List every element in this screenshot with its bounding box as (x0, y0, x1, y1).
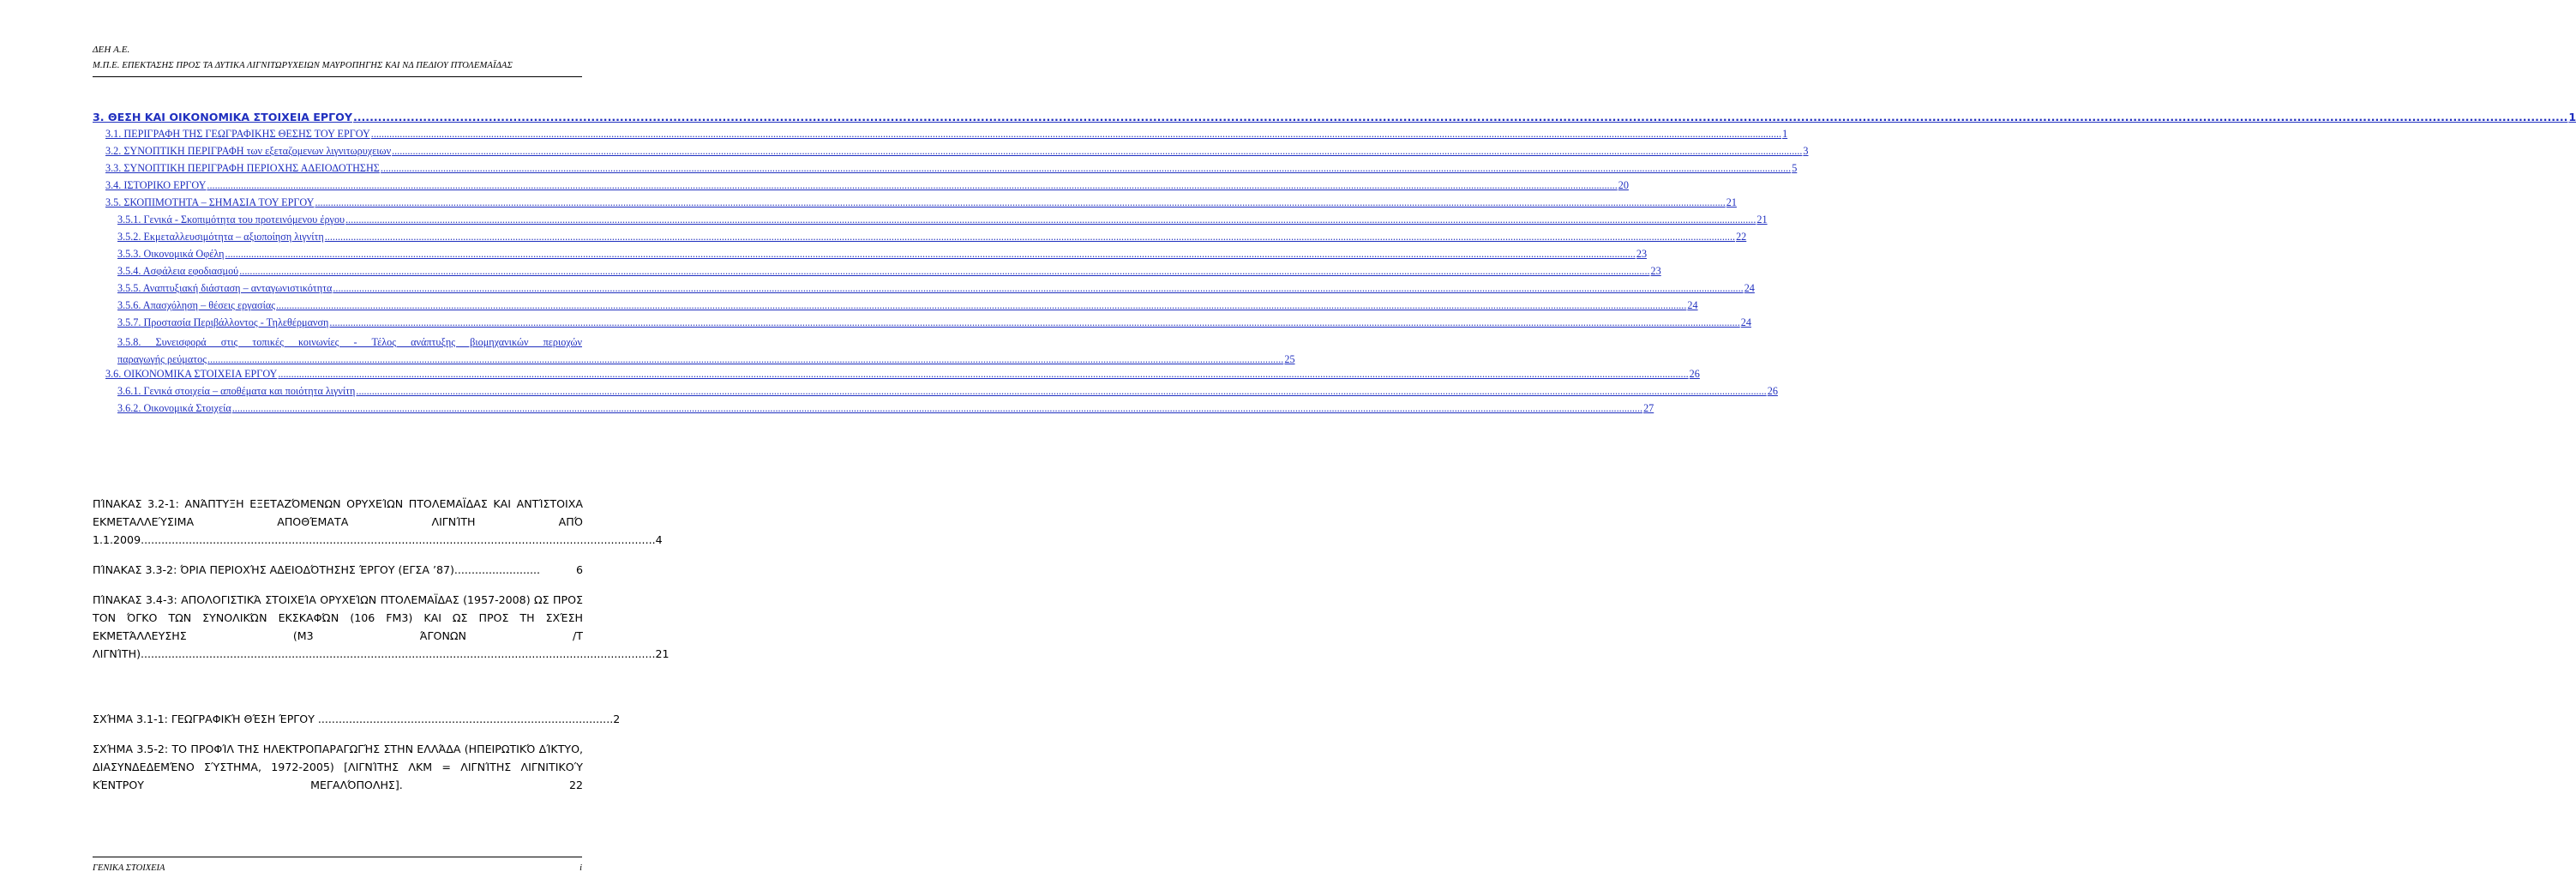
figure-entry-3-1-1[interactable]: ΣΧΉΜΑ 3.1-1: ΓΕΩΓΡΑΦΙΚΉ ΘΈΣΗ ΈΡΓΟΥ ...................................................................................... 2 (93, 713, 621, 725)
toc-item-3-6-2[interactable]: 3.6.2. Οικονομικά Στοιχεία ..... 27 (93, 402, 582, 419)
toc-item-3-2[interactable]: 3.2. ΣΥΝΟΠΤΙΚΗ ΠΕΡΙΓΡΑΦΗ των εξεταζομενων λιγνιτωρυχειων ..... 3 (93, 145, 582, 162)
toc-item-3-4[interactable]: 3.4. ΙΣΤΟΡΙΚΟ ΕΡΓΟΥ ..... 20 (93, 179, 582, 196)
header-rule (93, 76, 582, 77)
toc-item-3-5-8-line2: παραγωγής ρεύματος (117, 353, 207, 365)
list-of-tables (93, 495, 670, 663)
toc-item-3-5-1[interactable]: 3.5.1. Γενικά - Σκοπιμότητα του προτεινόμενου έργου ..... 21 (93, 213, 582, 231)
toc-item-3-5-6[interactable]: 3.5.6. Απασχόληση – θέσεις εργασίας ..... 24 (93, 299, 582, 316)
figure-entry-3-5-2[interactable]: ΣΧΉΜΑ 3.5-2: ΤΟ ΠΡΟΦΊΛ ΤΗΣ ΗΛΕΚΤΡΟΠΑΡΑΓΩΓΉΣ ΣΤΗΝ ΕΛΛΆΔΑ (ΗΠΕΙΡΩΤΙΚΌ ΔΊΚΤΥΟ, ΔΙΑΣΥΝΔΕΔΕΜΈΝΟ ΣΎΣΤΗΜΑ, 1972-2005) [ΛΙΓΝΊΤΗΣ ΛΚΜ = ΛΙΓΝΊΤΗΣ ΛΙΓΝΙΤΙΚΟΎ ΚΈΝΤΡΟΥ ΜΕΓΑΛΌΠΟΛΗΣ]. 22 (93, 743, 583, 791)
header-title: Μ.Π.Ε. ΕΠΕΚΤΑΣΗΣ ΠΡΟΣ ΤΑ ΔΥΤΙΚΑ ΛΙΓΝΙΤΩΡΥΧΕΙΩΝ ΜΑΥΡΟΠΗΓΗΣ ΚΑΙ ΝΔ ΠΕΔΙΟΥ ΠΤΟΛΕΜΑΪΔΑΣ (93, 61, 513, 70)
table-entry-3-3-2[interactable]: ΠΊΝΑΚΑΣ 3.3-2: ΌΡΙΑ ΠΕΡΙΟΧΉΣ ΑΔΕΙΟΔΌΤΗΣΗΣ ΈΡΓΟΥ (ΕΓΣΑ ’87) ......................... 6 (93, 563, 583, 576)
list-of-figures (93, 710, 621, 794)
table-entry-3-2-1[interactable]: ΠΊΝΑΚΑΣ 3.2-1: ΑΝΆΠΤΥΞΗ ΕΞΕΤΑΖΌΜΕΝΩΝ ΟΡΥΧΕΊΩΝ ΠΤΟΛΕΜΑΪΔΑΣ ΚΑΙ ΑΝΤΊΣΤΟΙΧΑ ΕΚΜΕΤΑΛΛΕΎΣΙΜΑ ΑΠΟΘΈΜΑΤΑ ΛΙΓΝΊΤΗ ΑΠΌ (93, 497, 583, 528)
toc-item-3-6[interactable]: 3.6. ΟΙΚΟΝΟΜΙΚΑ ΣΤΟΙΧΕΙΑ ΕΡΓΟΥ ..... 26 (93, 368, 582, 385)
toc-item-3-3[interactable]: 3.3. ΣΥΝΟΠΤΙΚΗ ΠΕΡΙΓΡΑΦΗ ΠΕΡΙΟΧΗΣ ΑΔΕΙΟΔΟΤΗΣΗΣ ..... 5 (93, 162, 582, 179)
toc-item-3-5-8-page: 25 (1284, 353, 1295, 365)
toc-chapter-3[interactable]: 3. ΘΕΣΗ ΚΑΙ ΟΙΚΟΝΟΜΙΚΑ ΣΤΟΙΧΕΙΑ ΕΡΓΟΥ ..... 1 (93, 111, 582, 128)
table-entry-3-4-3[interactable]: ΠΊΝΑΚΑΣ 3.4-3: ΑΠΟΛΟΓΙΣΤΙΚΆ ΣΤΟΙΧΕΊΑ ΟΡΥΧΕΊΩΝ ΠΤΟΛΕΜΑΪΔΑΣ (1957-2008) ΩΣ ΠΡΟΣ ΤΟΝ ΌΓΚΟ ΤΩΝ ΣΥΝΟΛΙΚΏΝ ΕΚΣΚΑΦΏΝ (106 FM3) ΚΑΙ ΩΣ ΠΡΟΣ ΤΗ ΣΧΈΣΗ ΕΚΜΕΤΆΛΛΕΥΣΗΣ (Μ3 ΆΓΟΝΩΝ /Τ (93, 593, 583, 642)
toc-item-3-5-5[interactable]: 3.5.5. Αναπτυξιακή διάσταση – ανταγωνιστικότητα ..... 24 (93, 282, 582, 299)
table-entry-3-4-3-tail[interactable]: ΛΙΓΝΊΤΗ) ...................................................................................................................................................... 21 (93, 647, 670, 660)
table-entry-3-2-1-tail[interactable]: 1.1.2009 ...................................................................................................................................................... 4 (93, 533, 663, 546)
footer-page-number: i (579, 863, 582, 873)
toc-item-3-1[interactable]: 3.1. ΠΕΡΙΓΡΑΦΗ ΤΗΣ ΓΕΩΓΡΑΦΙΚΗΣ ΘΕΣΗΣ ΤΟΥ ΕΡΓΟΥ ..... 1 (93, 128, 582, 145)
header-company: ΔΕΗ Α.Ε. (93, 45, 130, 55)
toc-item-3-5-7[interactable]: 3.5.7. Προστασία Περιβάλλοντος - Τηλεθέρμανση ..... 24 (93, 316, 582, 334)
toc-item-3-5[interactable]: 3.5. ΣΚΟΠΙΜΟΤΗΤΑ – ΣΗΜΑΣΙΑ ΤΟΥ ΕΡΓΟΥ ..... 21 (93, 196, 582, 213)
toc-item-3-5-3[interactable]: 3.5.3. Οικονομικά Οφέλη ..... 23 (93, 248, 582, 265)
toc-item-3-5-4[interactable]: 3.5.4. Ασφάλεια εφοδιασμού ..... 23 (93, 265, 582, 282)
toc-item-3-5-2[interactable]: 3.5.2. Εκμεταλλευσιμότητα – αξιοποίηση λιγνίτη ..... 22 (93, 231, 582, 248)
footer-section-title: ΓΕΝΙΚΑ ΣΤΟΙΧΕΙΑ (93, 863, 165, 873)
toc-item-3-5-8[interactable] (93, 334, 1295, 368)
table-of-contents (93, 111, 2576, 419)
footer (93, 863, 582, 873)
toc-item-3-6-1[interactable]: 3.6.1. Γενικά στοιχεία – αποθέματα και ποιότητα λιγνίτη ..... 26 (93, 385, 582, 402)
toc-item-3-5-8-line1: 3.5.8. Συνεισφορά στις τοπικές κοινωνίες - Τέλος ανάπτυξης βιομηχανικών περιοχών (117, 336, 582, 348)
